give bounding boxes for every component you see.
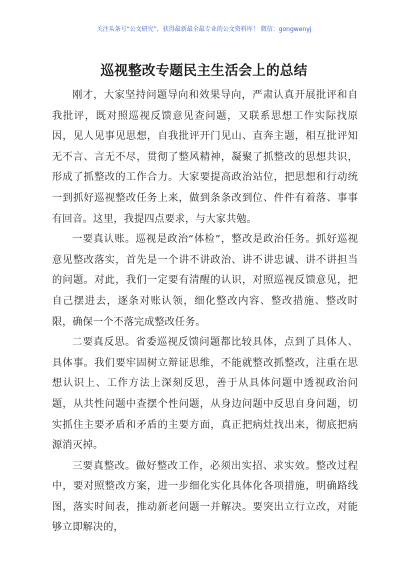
paragraph-point-3: 三要真整改。做好整改工作，必须出实招、求实效。整改过程中，要对照整改方案，进一步细化实化具体化各项措施，明确路线图，落实时间表，推动新老问题一并解决。要突出立行立改，对能够立即解决的， bbox=[52, 460, 358, 534]
document-body bbox=[52, 86, 358, 539]
document-title: 巡视整改专题民主生活会上的总结 bbox=[100, 63, 308, 79]
paragraph-intro: 刚才，大家坚持问题导向和效果导向，严肃认真开展批评和自我批评，既对照巡视反馈意见查问题，又联系思想工作实际找原因，见人见事见思想，自我批评开门见山、直奔主题，相互批评知无不言、言无不尽，贯彻了整风精神，凝聚了抓整改的思想共识，形成了抓整改的工作合力。大家要提高政治站位，把思想和行动统一到抓好巡视整改任务上来，做到条条改到位、件件有着落、事事有回音。这里，我提四点要求，与大家共勉。 bbox=[52, 90, 358, 225]
header-note: 关注头条号“公文研究”，获得最新最全最专业的公文资料库！ 微信：gongwenyj bbox=[96, 26, 312, 33]
paragraph-point-2: 二要真反思。省委巡视反馈问题都比较具体，点到了具体人、具体事。我们要牢固树立辩证思维，不能就整改抓整改，注重在思想认识上、工作方法上深刻反思，善于从具体问题中透视政治问题，从共性问题中查摆个性问题，从身边问题中反思自身问题，切实抓住主要矛盾和矛盾的主要方面，真正把病灶找出来，彻底把病源消灭掉。 bbox=[52, 337, 358, 452]
paragraph-point-1: 一要真认账。巡视是政治“体检”，整改是政治任务。抓好巡视意见整改落实，首先是一个讲不讲政治、讲不讲忠诚、讲不讲担当的问题。对此，我们一定要有清醒的认识，对照巡视反馈意见，把自己摆进去，逐条对账认领，细化整改内容、整改措施、整改时限，确保一个不落完成整改任务。 bbox=[52, 234, 358, 328]
